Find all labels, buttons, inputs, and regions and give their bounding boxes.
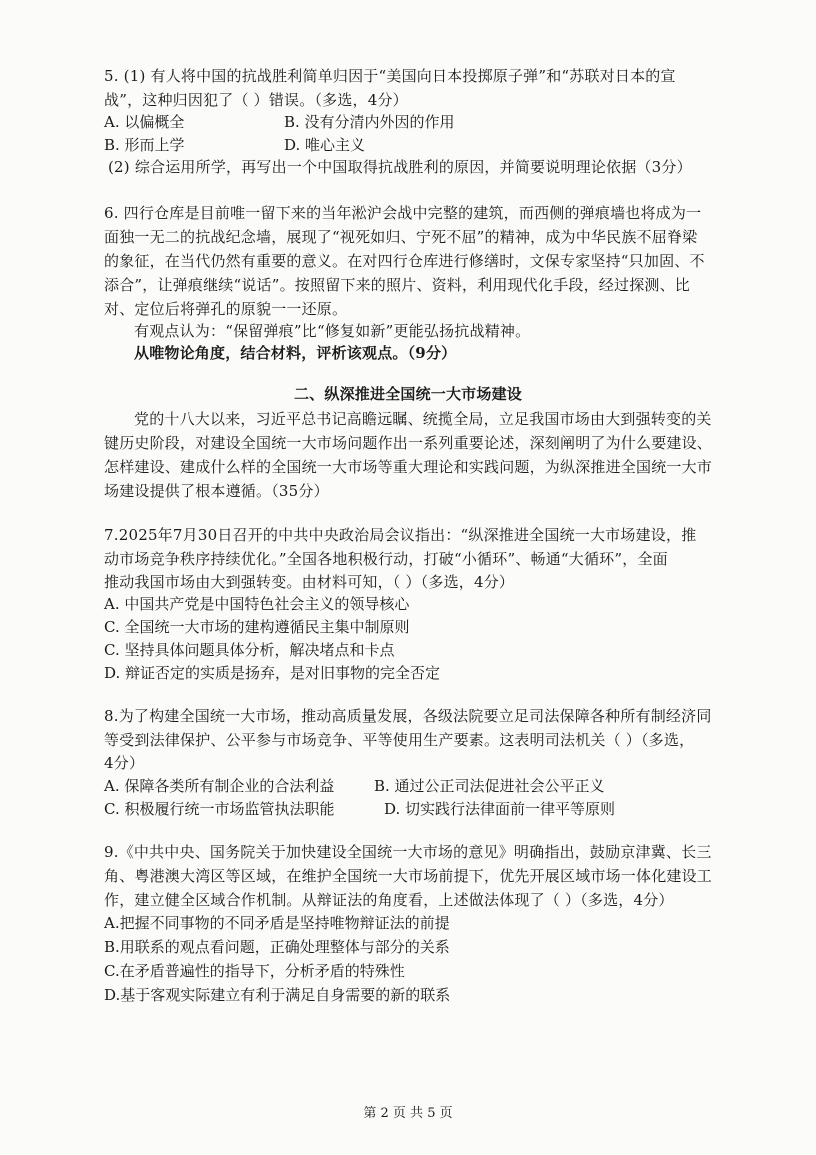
q8-option-a: A. 保障各类所有制企业的合法利益 bbox=[104, 777, 335, 795]
q8-option-b: B. 通过公正司法促进社会公平正义 bbox=[374, 777, 605, 795]
q5-part-2: (2) 综合运用所学，再写出一个中国取得抗战胜利的原因，并简要说明理论依据（3分） bbox=[108, 158, 692, 176]
q7-option-c2: C. 坚持具体问题具体分析，解决堵点和卡点 bbox=[104, 641, 395, 659]
q8-line-2: 等受到法律保护、公平参与市场竞争、平等使用生产要素。这表明司法机关（ ）（多选， bbox=[104, 731, 695, 749]
q8-option-c: C. 积极履行统一市场监管执法职能 bbox=[104, 800, 335, 818]
q8-option-d: D. 切实践行法律面前一律平等原则 bbox=[384, 800, 616, 818]
q9-option-a: A.把握不同事物的不同矛盾是坚持唯物辩证法的前提 bbox=[104, 914, 450, 932]
q7-line-3: 推动我国市场由大到强转变。由材料可知，（ ）（多选，4分） bbox=[104, 573, 515, 591]
section-2-line-3: 怎样建设、建成什么样的全国统一大市场等重大理论和实践问题，为纵深推进全国统一大市 bbox=[104, 458, 713, 476]
q6-line-1: 6. 四行仓库是目前唯一留下来的当年淞沪会战中完整的建筑，而西侧的弹痕墙也将成为一 bbox=[104, 204, 702, 222]
q5-option-c: B. 形而上学 bbox=[104, 136, 185, 154]
q7-option-c1: C. 全国统一大市场的建构遵循民主集中制原则 bbox=[104, 618, 410, 636]
section-2-line-2: 键历史阶段，对建设全国统一大市场问题作出一系列重要论述，深刻阐明了为什么要建设、 bbox=[104, 434, 713, 452]
q9-line-3: 作，建立健全区域合作机制。从辩证法的角度看，上述做法体现了（ ）（多选，4分） bbox=[104, 891, 674, 909]
q5-line-1: 5. (1) 有人将中国的抗战胜利简单归因于“美国向日本投掷原子弹”和“苏联对日本的宣 bbox=[104, 67, 676, 85]
q5-option-d: D. 唯心主义 bbox=[284, 136, 366, 154]
q6-line-6: 有观点认为：“保留弹痕”比“修复如新”更能弘扬抗战精神。 bbox=[134, 322, 531, 340]
q5-line-2: 战”，这种归因犯了（ ）错误。（多选，4分） bbox=[104, 91, 408, 109]
q6-line-5: 对、定位后将弹孔的原貌一一还原。 bbox=[104, 300, 348, 318]
q6-line-4: 添合”，让弹痕继续“说话”。按照留下来的照片、资料，利用现代化手段，经过探测、比 bbox=[104, 276, 691, 294]
q9-option-d: D.基于客观实际建立有利于满足自身需要的新的联系 bbox=[104, 986, 451, 1004]
q6-line-7: 从唯物论角度，结合材料，评析该观点。（9分） bbox=[134, 344, 457, 362]
q5-option-a: A. 以偏概全 bbox=[104, 113, 185, 131]
q9-line-2: 角、粤港澳大湾区等区域，在维护全国统一大市场前提下，优先开展区域市场一体化建设工 bbox=[104, 867, 713, 885]
q7-option-a: A. 中国共产党是中国特色社会主义的领导核心 bbox=[104, 595, 410, 613]
page-number: 第 2 页 共 5 页 bbox=[363, 1106, 453, 1121]
q6-line-3: 的象征，在当代仍然有重要的意义。在对四行仓库进行修缮时，文保专家坚持“只加固、不 bbox=[104, 252, 705, 270]
section-2-title: 二、纵深推进全国统一大市场建设 bbox=[293, 385, 522, 403]
q9-option-c: C.在矛盾普遍性的指导下，分析矛盾的特殊性 bbox=[104, 962, 405, 980]
q7-line-2: 动市场竞争秩序持续优化。”全国各地积极行动，打破“小循环”、畅通“大循环”，全面 bbox=[104, 550, 668, 568]
q8-line-3: 4分） bbox=[104, 754, 145, 772]
section-2-line-4: 场建设提供了根本遵循。（35分） bbox=[104, 482, 329, 500]
q9-option-b: B.用联系的观点看问题，正确处理整体与部分的关系 bbox=[104, 938, 450, 956]
q7-line-1: 7.2025年7月30日召开的中共中央政治局会议指出：“纵深推进全国统一大市场建设，推 bbox=[104, 526, 697, 544]
q7-option-d: D. 辩证否定的实质是扬弃，是对旧事物的完全否定 bbox=[104, 664, 441, 682]
q8-line-1: 8.为了构建全国统一大市场，推动高质量发展，各级法院要立足司法保障各种所有制经济同 bbox=[104, 707, 712, 725]
q9-line-1: 9.《中共中央、国务院关于加快建设全国统一大市场的意见》明确指出，鼓励京津冀、长三 bbox=[104, 843, 712, 861]
q5-option-b: B. 没有分清内外因的作用 bbox=[284, 113, 455, 131]
section-2-line-1: 党的十八大以来，习近平总书记高瞻远瞩、统揽全局，立足我国市场由大到强转变的关 bbox=[134, 410, 712, 428]
q6-line-2: 面独一无二的抗战纪念墙，展现了“视死如归、宁死不屈”的精神，成为中华民族不屈脊梁 bbox=[104, 228, 698, 246]
